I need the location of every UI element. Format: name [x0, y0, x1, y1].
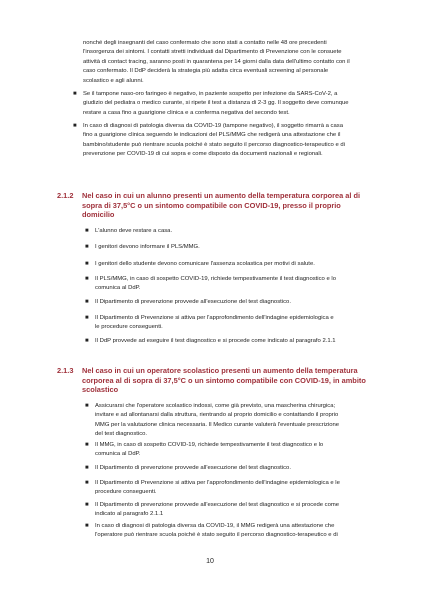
bullet-line: prevenzione per COVID-19 di cui sopra e come disposto da documenti nazionali e regionali. — [83, 151, 323, 158]
bullet-line: Il PLS/MMG, in caso di sospetto COVID-19, richiede tempestivamente il test diagnostico e lo — [95, 276, 336, 282]
bullet-line: giudizio del pediatra o medico curante, si ripete il test a distanza di 2-3 gg. Il soggetto deve comunque — [83, 100, 349, 107]
bullet-line: invitare e ad allontanarsi dalla struttura, rientrando al proprio domicilio e contattando il proprio — [95, 412, 339, 419]
bullet-line: procedure conseguenti. — [95, 489, 157, 496]
bullet-icon: ■ — [85, 523, 89, 529]
bullet-line: le procedure conseguenti. — [95, 324, 163, 331]
bullet-line: MMG per la valutazione clinica necessaria. Il Medico curante valuterà l'eventuale prescrizione — [95, 421, 340, 428]
section-title-line: sopra di 37,5°C o un sintomo compatibile con COVID-19, presso il proprio — [82, 200, 341, 210]
bullet-icon: ■ — [85, 276, 89, 282]
bullet-line: l'operatore può rientrare scuola poiché è stato seguito il percorso diagnostico-terapeutico e di — [95, 532, 338, 539]
list-item — [85, 402, 390, 440]
bullet-line: Il Dipartimento di Prevenzione si attiva per l'approfondimento dell'indagine epidemiologica e le — [95, 480, 340, 486]
list-item — [73, 122, 385, 160]
list-item — [85, 464, 390, 473]
section-title-line: domicilio — [82, 210, 115, 220]
bullet-line: comunica al DdP. — [95, 285, 141, 292]
list-item — [85, 260, 385, 269]
list-item — [85, 275, 385, 294]
bullet-icon: ■ — [85, 480, 89, 486]
section-heading-2-1-2 — [57, 191, 382, 221]
bullet-line: restare a casa fino a guarigione clinica e a conferma negativa del secondo test. — [83, 109, 290, 116]
list-item — [85, 337, 385, 346]
list-item — [85, 314, 385, 333]
bullet-line: In caso di diagnosi di patologia diversa da COVID-19, il MMG redigerà una attestazione che — [95, 523, 335, 529]
list-item — [85, 298, 385, 307]
intro-line: nonché degli insegnanti del caso confermato che sono stati a contatto nelle 48 ore precedenti — [83, 40, 327, 46]
list-item — [85, 441, 390, 460]
bullet-line: del test diagnostico. — [95, 431, 148, 438]
section-number: 2.1.2 — [57, 191, 74, 200]
bullet-line: In caso di diagnosi di patologia diversa da COVID-19 (tampone negativo), il soggetto rimarrà a casa — [83, 123, 343, 129]
bullet-line: I genitori dello studente devono comunicare l'assenza scolastica per motivi di salute. — [95, 261, 315, 267]
section-title-line: corporea al di sopra di 37,5°C o un sintomo compatibile con COVID-19, in ambito — [82, 375, 366, 385]
bullet-line: Il MMG, in caso di sospetto COVID-19, richiede tempestivamente il test diagnostico e lo — [95, 442, 324, 448]
bullet-line: Il Dipartimento di prevenzione provvede all'esecuzione del test diagnostico e si procede come — [95, 502, 340, 508]
list-item — [85, 243, 385, 252]
list-item — [73, 90, 385, 118]
bullet-line: fino a guarigione clinica seguendo le indicazioni del PLS/MMG che redigerà una attestazione che il — [83, 132, 341, 139]
page-number: 10 — [206, 558, 214, 565]
bullet-line: indicato al paragrafo 2.1.1 — [95, 511, 164, 518]
intro-line: caso confermato. Il DdP deciderà la strategia più adatta circa eventuali screening al personale — [83, 68, 329, 75]
list-item — [85, 522, 390, 541]
bullet-icon: ■ — [85, 442, 89, 448]
section-title-line: scolastico — [82, 385, 119, 395]
section-number: 2.1.3 — [57, 366, 74, 375]
bullet-line: Il Dipartimento di prevenzione provvede all'esecuzione del test diagnostico. — [95, 299, 291, 305]
bullet-icon: ■ — [85, 502, 89, 508]
list-item — [85, 227, 385, 236]
bullet-line: L'alunno deve restare a casa. — [95, 228, 173, 234]
bullet-icon: ■ — [73, 123, 77, 129]
bullet-icon: ■ — [85, 465, 89, 471]
bullet-line: Se il tampone naso-oro faringeo è negativo, in paziente sospetto per infezione da SARS-CoV-2, a — [83, 91, 338, 97]
bullet-icon: ■ — [85, 299, 89, 305]
intro-line: l'insorgenza dei sintomi. I contatti stretti individuati dal Dipartimento di Prevenzione con le consuete — [83, 49, 342, 56]
list-item — [85, 479, 390, 498]
section-title-line: Nel caso in cui un operatore scolastico presenti un aumento della temperatura — [82, 366, 358, 375]
bullet-icon: ■ — [85, 244, 89, 250]
bullet-line: comunica al DdP. — [95, 451, 141, 458]
intro-line: attività di contact tracing, saranno posti in quarantena per 14 giorni dalla data dell'ultimo contatto con il — [83, 58, 350, 65]
bullet-line: Il DdP provvede ad eseguire il test diagnostico e si procede come indicato al paragrafo 2.1.1 — [95, 338, 336, 344]
bullet-icon: ■ — [85, 228, 89, 234]
intro-paragraph — [83, 39, 383, 86]
section-heading-2-1-3 — [57, 366, 382, 396]
intro-line: scolastico e agli alunni. — [83, 77, 144, 84]
section-title-line: Nel caso in cui un alunno presenti un aumento della temperatura corporea al di — [82, 191, 361, 200]
bullet-icon: ■ — [85, 403, 89, 409]
list-item — [85, 501, 390, 520]
bullet-line: bambino/studente può rientrare scuola poiché è stato seguito il percorso diagnostico-terapeutico e di — [83, 141, 345, 148]
bullet-icon: ■ — [85, 338, 89, 344]
bullet-line: Il Dipartimento di Prevenzione si attiva per l'approfondimento dell'indagine epidemiologica e — [95, 315, 334, 321]
bullet-icon: ■ — [73, 91, 77, 97]
bullet-icon: ■ — [85, 261, 89, 267]
bullet-icon: ■ — [85, 315, 89, 321]
bullet-line: Assicurarsi che l'operatore scolastico indossi, come già previsto, una mascherina chirurgica; — [95, 403, 336, 409]
bullet-line: Il Dipartimento di prevenzione provvede all'esecuzione del test diagnostico. — [95, 465, 291, 471]
bullet-line: I genitori devono informare il PLS/MMG. — [95, 244, 200, 250]
